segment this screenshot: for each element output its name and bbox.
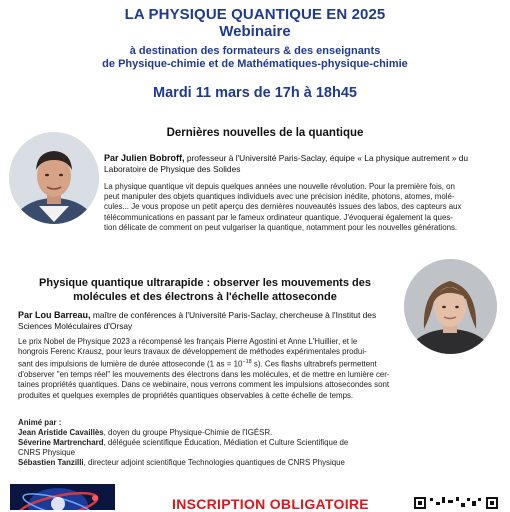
- host-1-name: Jean Aristide Cavaillès: [18, 428, 104, 437]
- talk2-exponent: −18: [242, 359, 252, 366]
- hosts-label-text: Animé par :: [18, 418, 62, 427]
- talk1-title: Dernières nouvelles de la quantique: [166, 127, 364, 139]
- talk1-affiliation-2: Laboratoire de Physique des Solides: [104, 163, 241, 174]
- talk2-abstract-line: [18, 357, 403, 370]
- host-2-role: , déléguée scientifique Éducation, Médiation et Culture Scientifique de: [103, 438, 349, 447]
- speaker1-portrait-icon: [9, 132, 99, 224]
- quantum-atom-icon: [10, 484, 115, 510]
- page-title: LA PHYSIQUE QUANTIQUE EN 2025: [124, 6, 386, 23]
- talk1-abstract-line: télécommunications en passant par le fameux ordinateur quantique. J'évoquerai également la ques-: [104, 212, 453, 222]
- talk1-speaker: Par Julien Bobroff,: [104, 153, 185, 163]
- talk2-title: [10, 276, 400, 304]
- talk2-abstract-line: produites et quelques exemples de propriétés quantiques observables à cette échelle de temps.: [18, 390, 354, 400]
- host-1: [18, 428, 488, 438]
- talk1-byline: [104, 153, 500, 174]
- speaker2-portrait-icon: [404, 259, 497, 354]
- page-subtitle: Webinaire: [219, 23, 291, 40]
- talk1-abstract-line: peut manipuler des objets quantiques individuels avec une précision inédite, photons, atomes, molé-: [104, 192, 455, 202]
- host-2: [18, 438, 488, 448]
- speaker1-photo: [9, 132, 99, 224]
- talk2-title-line-1: Physique quantique ultrarapide : observer les mouvements des: [39, 277, 371, 289]
- host-1-role: , doyen du groupe Physique-Chimie de l'IGÉSR.: [103, 428, 273, 437]
- host-3: [18, 458, 488, 468]
- talk2-title-line-2: molécules et des électrons à l'échelle attoseconde: [73, 291, 337, 303]
- talk1-abstract: [104, 182, 500, 233]
- hosts-label: [18, 418, 488, 428]
- host-2-name: Séverine Martrenchard: [18, 438, 104, 447]
- talk1-abstract-line: tion délicate de comment on peut vulgariser la quantique, notamment pour les nouvelles générations.: [104, 222, 458, 232]
- talk2-abstract-line: d'observer "en temps réel" les mouvements des électrons dans les molécules, et de mettre en lumière cer-: [18, 370, 390, 380]
- event-date: Mardi 11 mars de 17h à 18h45: [153, 85, 357, 101]
- hosts-block: [18, 418, 488, 468]
- quantum-graphic: [10, 484, 115, 510]
- host-3-role: , directeur adjoint scientifique Technologies quantiques de CNRS Physique: [83, 458, 345, 467]
- registration-banner[interactable]: INSCRIPTION OBLIGATOIRE: [172, 496, 369, 512]
- talk2-abstract-part: sant des impulsions de lumière de durée attoseconde (1 as = 10: [18, 360, 243, 370]
- talk2-abstract-line: Le prix Nobel de Physique 2023 a récompensé les français Pierre Agostini et Anne L'Huillier, et le: [18, 337, 358, 346]
- talk2-affiliation-1: maître de conférences à l'Université Paris-Saclay, chercheuse à l'Institut des: [90, 310, 377, 320]
- qr-code[interactable]: [414, 497, 498, 510]
- speaker2-photo: [404, 259, 497, 354]
- host-3-name: Sébastien Tanzilli: [18, 458, 84, 467]
- qr-code-icon: [414, 497, 498, 510]
- host-2-role-cont: CNRS Physique: [18, 448, 76, 457]
- audience-line-1: à destination des formateurs & des enseignants: [129, 45, 381, 57]
- talk2-abstract-line: hongrois Ferenc Krausz, pour leurs travaux de développement de méthodes expérimentales produi-: [18, 347, 367, 357]
- talk1-abstract-line: La physique quantique vit depuis quelques années une nouvelle révolution. Pour la première fois, on: [104, 182, 455, 191]
- talk1-abstract-line: cules... Je vous propose un petit aperçu des dernières nouveautés issues des labos, des capteurs aux: [104, 202, 462, 212]
- audience-line-2: de Physique-chimie et de Mathématiques-physique-chimie: [102, 58, 408, 70]
- talk2-abstract-part: s). Ces flashs ultrabrefs permettent: [251, 360, 377, 370]
- talk2-abstract: [18, 337, 403, 401]
- talk2-affiliation-2: Sciences Moléculaires d'Orsay: [18, 320, 133, 331]
- audience-text: [0, 45, 510, 71]
- talk2-abstract-line: taines propriétés quantiques. Dans ce webinaire, nous verrons comment les impulsions attosecondes sont: [18, 380, 390, 390]
- talk1-affiliation-1: professeur à l'Université Paris-Saclay, équipe « La physique autrement » du: [184, 153, 469, 163]
- talk2-byline: [18, 310, 403, 331]
- talk2-speaker: Par Lou Barreau,: [18, 310, 91, 320]
